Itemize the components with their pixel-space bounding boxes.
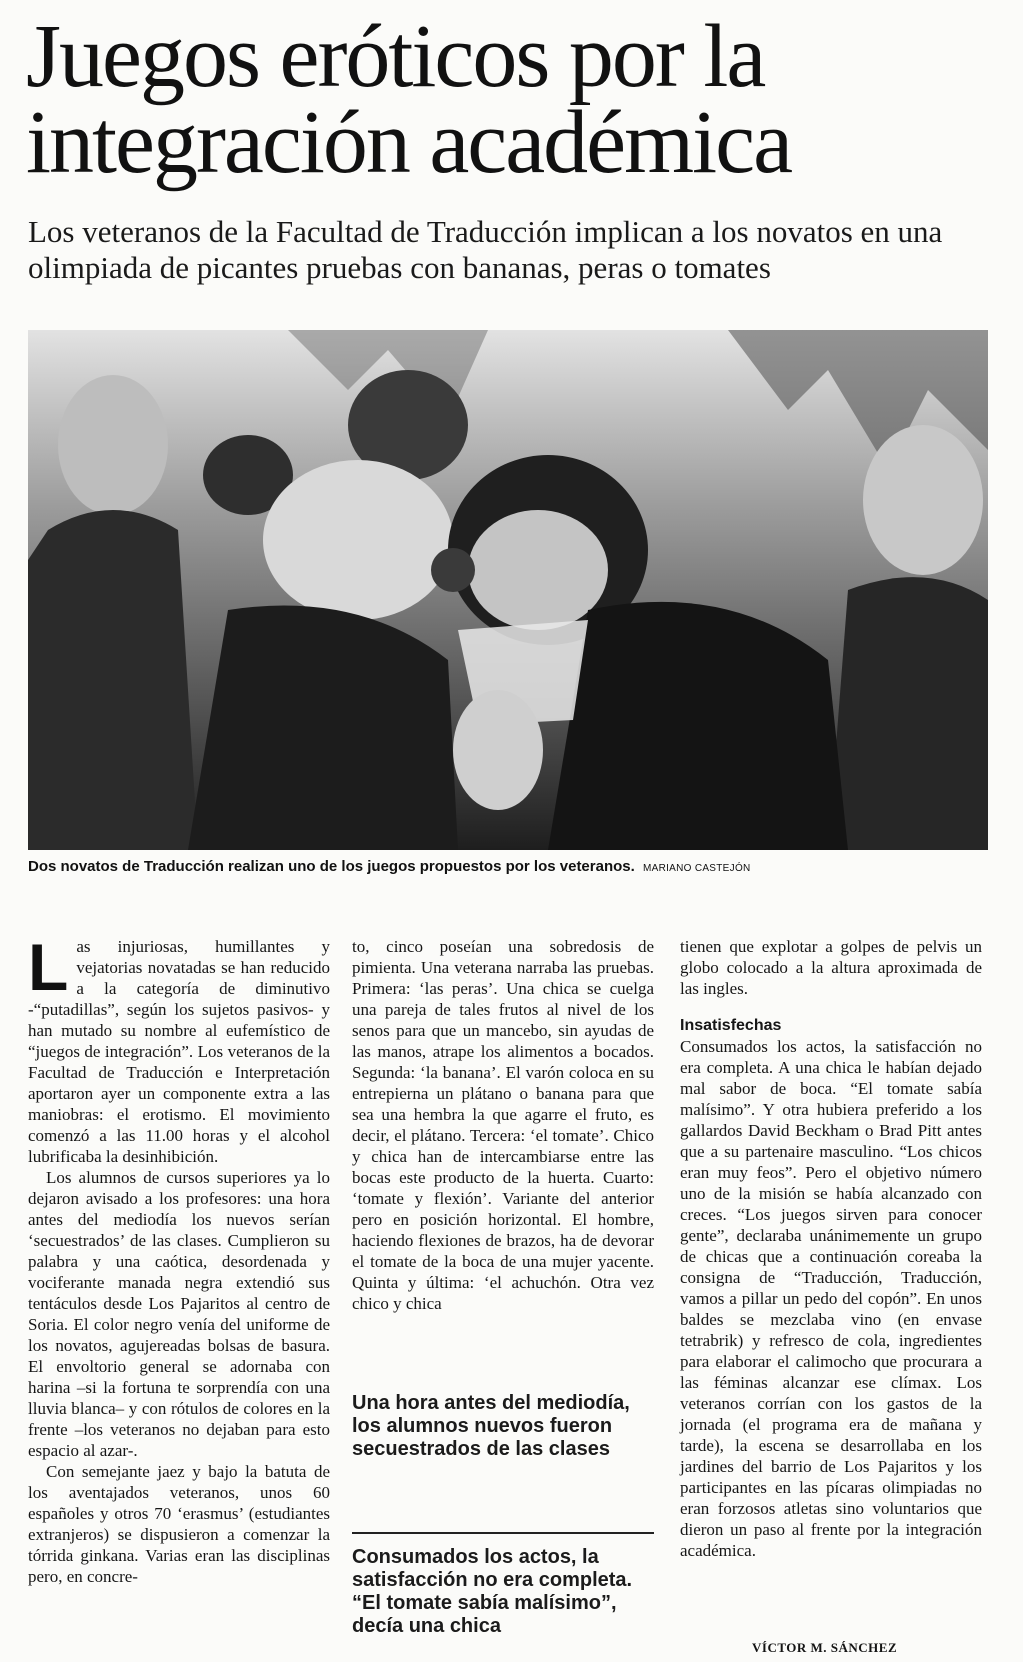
paragraph: to, cinco poseían una sobredosis de pimienta. Una veterana narraba las pruebas. Primera: ‘las peras’. Una chica se cuelga una pareja de tales frutos al nivel de los senos para que un mancebo, sin ayudas de las manos, atrape los alimentos a bocados. Segunda: ‘la banana’. El varón coloca en su entrepierna un plátano o banana para que sea una hembra la que agarre el fruto, es decir, el plátano. Tercera: ‘el tomate’. Chico y chica han de intercambiarse entre las bocas este producto de la huerta. Cuarto: ‘tomate y flexión’. Variante del anterior pero en posición horizontal. El hombre, haciendo flexiones de brazos, ha de devorar el tomate de la boca de una mujer yacente. Quinta y última: ‘el achuchón. Otra vez chico y chica <box>352 937 654 1313</box>
headline: Juegos eróticos por la integración académica <box>26 7 792 192</box>
paragraph: Consumados los actos, la satisfacción no era completa. A una chica le habían dejado mal sabor de boca. “El tomate sabía malísimo”. Y otra hubiera preferido a los gallardos David Beckham o Brad Pitt antes que a su partenaire masculino. “Los chicos eran muy feos”. Pero el objetivo número uno de la misión se había alcanzado con creces. “Los juegos sirven para conocer gente”, declaraba unánimemente un grupo de chicas que a continuación coreaba la consigna de “Traducción, Traducción, vamos a pillar un pedo del copón”. En unos baldes se mezclaba vino (en envase tetrabrik) y refresco de cola, ingredientes para elaborar el calimocho que procurara a las féminas alcanzar ese clímax. Los veteranos corrían con los gastos de la jornada (el programa era de mañana y tarde), la escena se desarrollaba en los jardines del barrio de Los Pajaritos y los participantes en las pícaras olimpiadas no eran forzosos atletas sino voluntarios que dieron un paso al frente por la integración académica. <box>680 1037 982 1560</box>
paragraph: Los alumnos de cursos superiores ya lo dejaron avisado a los profesores: una hora antes del mediodía los nuevos serían ‘secuestrados’ de las clases. Cumplieron su palabra y una caótica, desordenada y vociferante manada negra extendió sus tentáculos desde Los Pajaritos al centro de Soria. El color negro venía del uniforme de los novatos, agujereadas bolsas de basura. El envoltorio general se adornaba con harina –si la fortuna te sorprendía con una lluvia blanca– y con rótulos de colores en la frente –los veteranos no dejaban para esto espacio al azar-. <box>28 1168 330 1460</box>
column-3 <box>680 936 982 1561</box>
paragraph-text: as injuriosas, humillantes y vejatorias novatadas se han reducido a la categoría de diminutivo -“putadillas”, según los sujetos pasivos- y han mutado su nombre al eufemístico de “juegos de integración”. Los veteranos de la Facultad de Traducción e Interpretación aportaron ayer un componente extra a las maniobras: el erotismo. El movimiento comenzó a las 11.00 horas y el alcohol lubrificaba la desinhibición. <box>28 937 330 1166</box>
column-1 <box>28 930 330 1587</box>
paragraph: Con semejante jaez y bajo la batuta de los aventajados veteranos, unos 60 españoles y otros 70 ‘erasmus’ (estudiantes extranjeros) se dispusieron a comenzar la tórrida ginkana. Varias eran las disciplinas pero, en concre- <box>28 1462 330 1586</box>
column-2 <box>352 936 654 1314</box>
drop-cap: L <box>28 930 69 1004</box>
paragraph: tienen que explotar a golpes de pelvis un globo colocado a la altura aproximada de las ingles. <box>680 937 982 998</box>
photo-credit: MARIANO CASTEJÓN <box>642 863 751 874</box>
byline: VÍCTOR M. SÁNCHEZ <box>752 1640 898 1655</box>
caption-text: Dos novatos de Traducción realizan uno de los juegos propuestos por los veteranos. <box>28 858 635 875</box>
section-heading: Insatisfechas <box>680 1017 782 1034</box>
photo-illustration <box>28 330 988 850</box>
paragraph <box>28 930 330 1167</box>
pull-quote-2: Consumados los actos, la satisfacción no era completa. “El tomate sabía malísimo”, decía una chica <box>352 1532 654 1638</box>
subhead: Los veteranos de la Facultad de Traducción implican a los novatos en una olimpiada de picantes pruebas con bananas, peras o tomates <box>28 214 943 285</box>
photo-caption <box>28 858 988 875</box>
pull-quote-1: Una hora antes del mediodía, los alumnos nuevos fueron secuestrados de las clases <box>352 1392 630 1460</box>
news-photo <box>28 330 988 850</box>
